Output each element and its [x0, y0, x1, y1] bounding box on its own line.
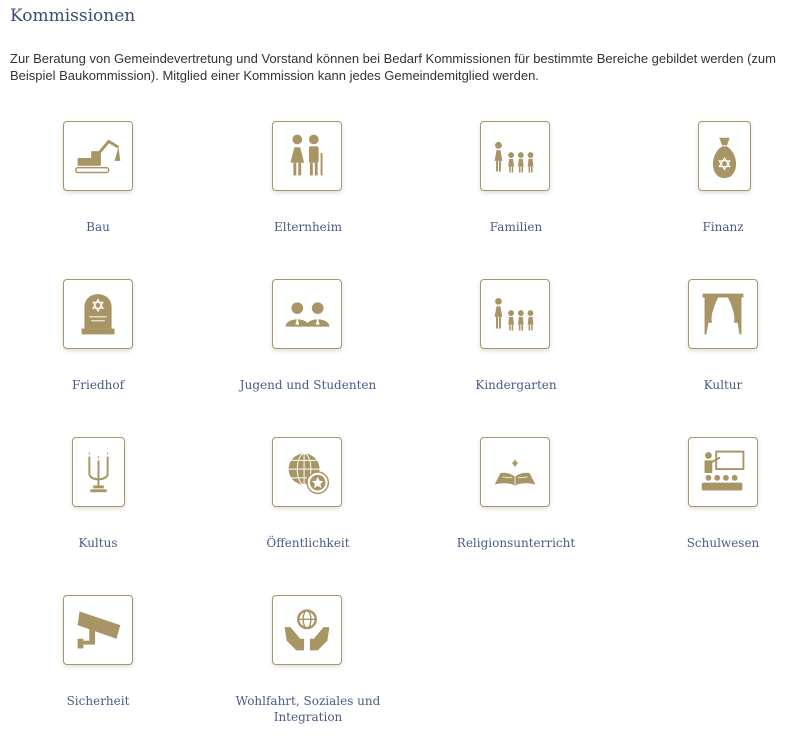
globe-star-icon [272, 437, 342, 507]
students-icon [272, 279, 342, 349]
security-camera-icon [63, 595, 133, 665]
commission-label: Finanz [702, 220, 744, 234]
commission-label: Bau [86, 220, 110, 234]
gravestone-icon [63, 279, 133, 349]
commission-label: Kindergarten [475, 378, 557, 392]
theater-curtain-icon [688, 279, 758, 349]
excavator-icon [63, 121, 133, 191]
hands-globe-icon [272, 595, 342, 665]
commission-label: Schulwesen [686, 536, 760, 550]
intro-text: Zur Beratung von Gemeindevertretung und Vorstand können bei Bedarf Kommissionen für bestimmte Bereiche gebildet werden (zum Beispiel Baukommission). Mitglied einer Kommission kann jedes Gemeindemitglied werden. [10, 51, 776, 83]
commission-label: Sicherheit [66, 694, 130, 708]
children-icon [480, 279, 550, 349]
commission-label: Jugend und Studenten [239, 378, 377, 392]
commission-label: Kultur [703, 378, 743, 392]
family-icon [480, 121, 550, 191]
elderly-couple-icon [272, 121, 342, 191]
commission-label: Friedhof [71, 378, 125, 392]
commission-label: Elternheim [273, 220, 343, 234]
commission-label: Familien [489, 220, 543, 234]
open-book-star-icon [480, 437, 550, 507]
page-title: Kommissionen [10, 6, 136, 26]
money-bag-icon [698, 121, 751, 191]
candelabra-icon [72, 437, 125, 507]
commission-label: Religionsunterricht [456, 536, 576, 550]
commission-label: Kultus [78, 536, 118, 550]
commission-label: Wohlfahrt, Soziales und Integration [235, 694, 381, 724]
classroom-icon [688, 437, 758, 507]
commission-label: Öffentlichkeit [266, 536, 350, 550]
